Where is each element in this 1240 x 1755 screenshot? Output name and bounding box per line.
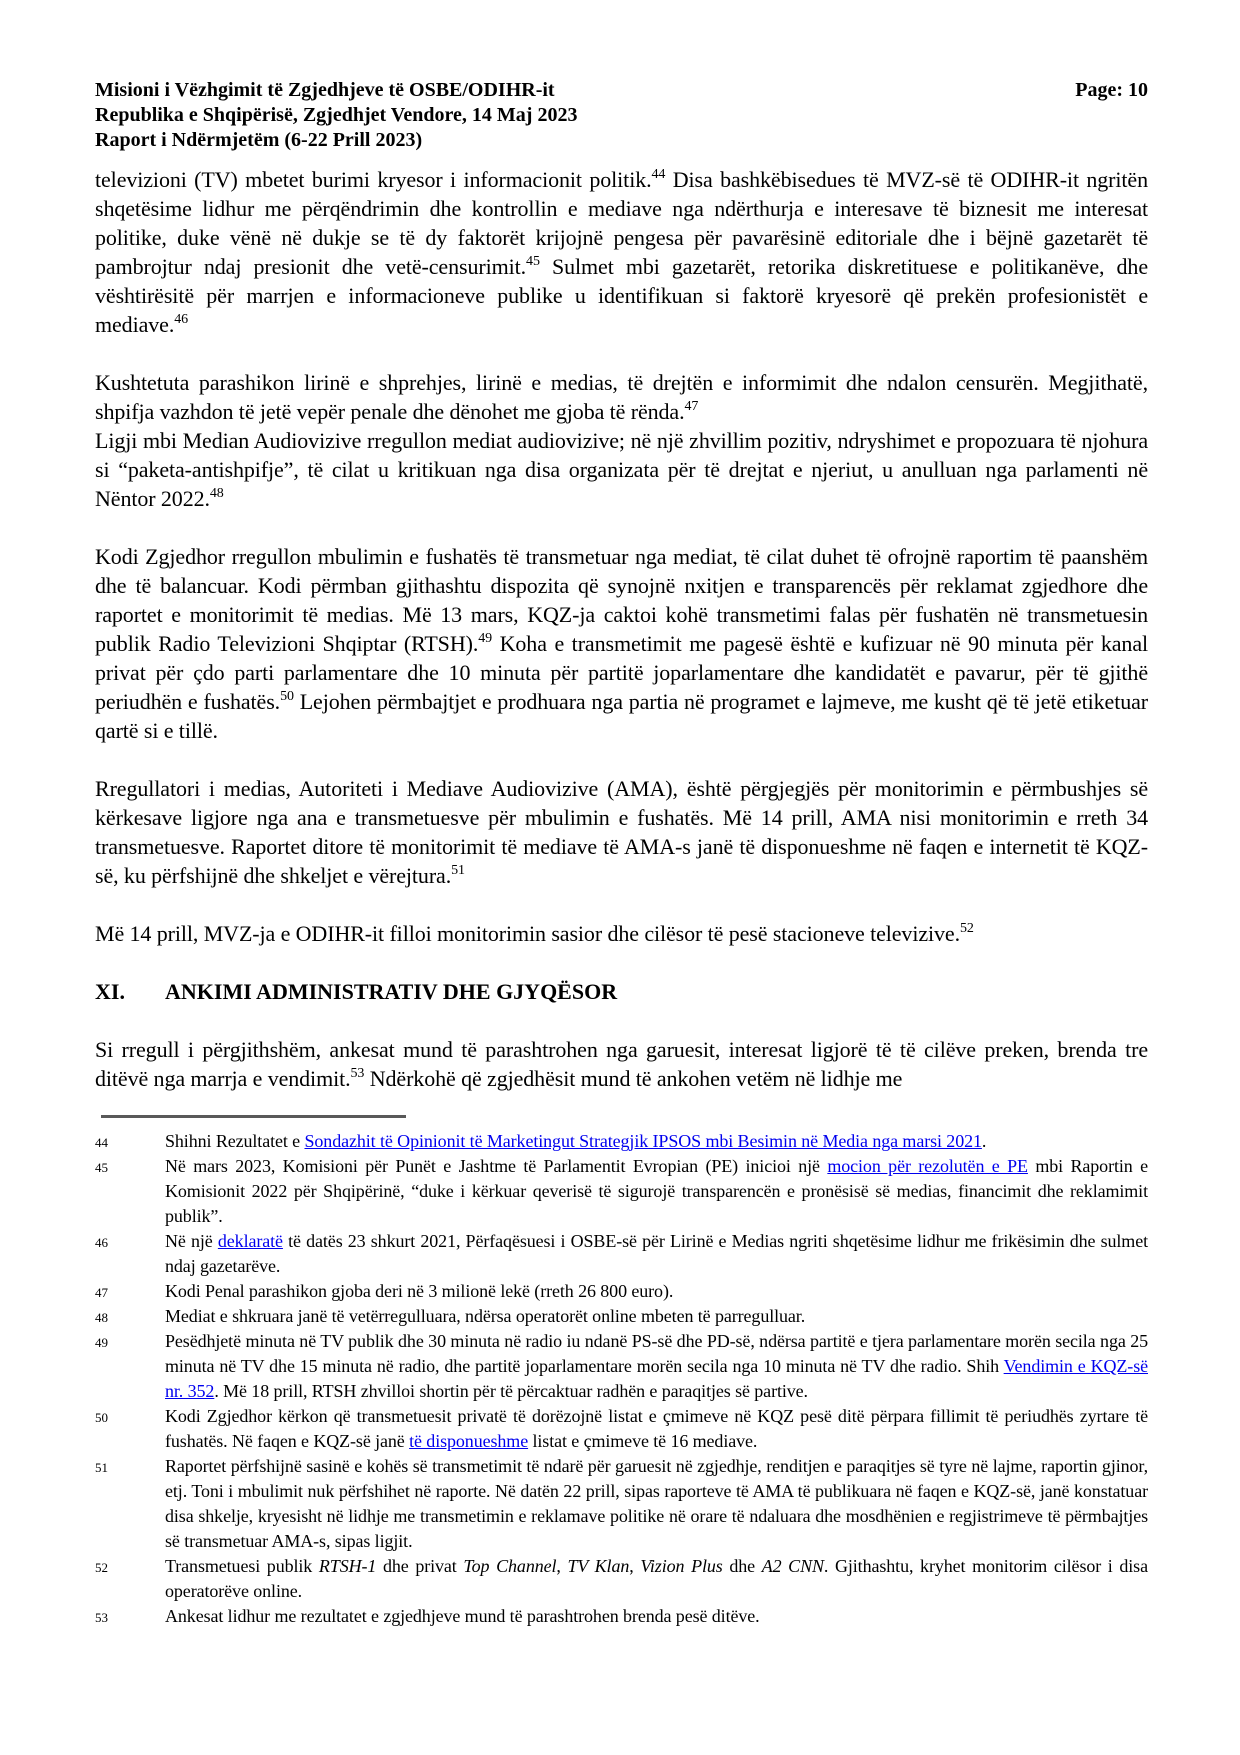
footnote-number: 50 xyxy=(95,1410,108,1425)
footnote-number: 53 xyxy=(95,1610,108,1625)
footnote-ref: 53 xyxy=(350,1065,365,1081)
footnote-number: 52 xyxy=(95,1560,108,1575)
footnote-text: Mediat e shkruara janë të vetërregulluara, ndërsa operatorët online mbeten të parregulluar. xyxy=(165,1306,806,1326)
italic-text: Vizion Plus xyxy=(640,1556,723,1576)
header-mission-title: Misioni i Vëzhgimit të Zgjedhjeve të OSBE/ODIHR-it xyxy=(95,79,555,101)
footnote-ref: 48 xyxy=(209,485,224,501)
footnote-ref: 47 xyxy=(684,398,699,414)
hyperlink[interactable]: të disponueshme xyxy=(409,1431,529,1451)
paragraph: Si rregull i përgjithshëm, ankesat mund të parashtrohen nga garuesit, interesat ligjorë të të cilëve preken, brenda tre ditëvë nga marrja e vendimit.$^{53}$ Ndërkohë që zgjedhësit mund të ankohen vetëm në lidhje me xyxy=(95,1037,1148,1091)
paragraph: Kushtetuta parashikon lirinë e shprehjes, lirinë e medias, të drejtën e informimit dhe ndalon censurën. Megjithatë, shpifja vazhdon të jetë vepër penale dhe dënohet me gjoba të rënda.$^{47}$ xyxy=(95,370,1148,424)
footnotes xyxy=(95,1129,1148,1629)
footnote xyxy=(95,1404,1148,1454)
paragraph: Më 14 prill, MVZ-ja e ODIHR-it filloi monitorimin sasior dhe cilësor të pesë stacioneve televizive.$^{52}$ xyxy=(95,920,974,946)
hyperlink[interactable]: deklaratë xyxy=(217,1231,283,1251)
footnote-ref: 45 xyxy=(526,253,540,269)
footnote-number: 51 xyxy=(95,1460,108,1475)
header-row xyxy=(95,78,1148,103)
header-page-number: Page: 10 xyxy=(1075,79,1148,101)
footnote-text: Transmetuesi publik RTSH-1 dhe privat Top Channel, TV Klan, Vizion Plus dhe A2 CNN. Gjithashtu, kryhet monitorim cilësor i disa operatorëve online. xyxy=(165,1556,1148,1601)
footnote-text: Ankesat lidhur me rezultatet e zgjedhjeve mund të parashtrohen brenda pesë ditëve. xyxy=(165,1606,760,1626)
footnote-number: 47 xyxy=(95,1285,108,1300)
footnote-number: 44 xyxy=(95,1135,108,1150)
footnote xyxy=(95,1304,1148,1329)
section-number: XI. xyxy=(95,979,125,1004)
footnote-number: 49 xyxy=(95,1335,108,1350)
footnote xyxy=(95,1229,1148,1279)
hyperlink[interactable]: Vendimin e KQZ-së nr. 352 xyxy=(165,1356,1148,1401)
header-report-title: Raport i Ndërmjetëm (6-22 Prill 2023) xyxy=(95,129,423,151)
italic-text: TV Klan xyxy=(567,1556,630,1576)
italic-text: RTSH-1 xyxy=(318,1556,377,1576)
footnote-ref: 44 xyxy=(651,166,666,182)
hyperlink[interactable]: Sondazhit të Opinionit të Marketingut Strategjik IPSOS mbi Besimin në Media nga marsi 2021 xyxy=(304,1131,982,1151)
section-heading xyxy=(95,977,1148,1006)
footnote-text: Shihni Rezultatet e Sondazhit të Opinionit të Marketingut Strategjik IPSOS mbi Besimin në Media nga marsi 2021. xyxy=(165,1131,987,1151)
footnote-ref: 51 xyxy=(451,862,465,878)
footnote-number: 46 xyxy=(95,1235,108,1250)
footnote xyxy=(95,1154,1148,1229)
footnote-text: Në mars 2023, Komisioni për Punët e Jashtme të Parlamentit Evropian (PE) inicioi një mocion për rezolutën e PE mbi Raportin e Komisionit 2022 për Shqipërinë, “duke i kërkuar qeverisë të sigurojë transparencën e pronësisë së medias, financimit dhe reklamimit publik”. xyxy=(165,1156,1149,1226)
footnote-text: Në një deklaratë të datës 23 shkurt 2021, Përfaqësuesi i OSBE-së për Lirinë e Medias ngriti shqetësime lidhur me frikësimin dhe sulmet ndaj gazetarëve. xyxy=(165,1231,1149,1276)
paragraph: televizioni (TV) mbetet burimi kryesor i informacionit politik.$^{44}$ Disa bashkëbisedues të MVZ-së të ODIHR-it ngritën shqetësime lidhur me përqëndrimin dhe kontrollin e mediave nga ndërthurja e interesave të biznesit me interesat politike, duke vënë në dukje se të dy faktorët krijojnë pengesa për pavarësinë editoriale dhe i bëjnë gazetarët të pambrojtur ndaj presionit dhe vetë-censurimit.$^{45}$ Sulmet mbi gazetarët, retorika diskretituese e politikanëve, dhe vështirësitë për marrjen e informacioneve publike u identifikuan si faktorë kryesorë që prekën profesionistët e mediave.$^{46}$ xyxy=(95,166,1148,337)
paragraph: Rregullatori i medias, Autoriteti i Mediave Audiovizive (AMA), është përgjegjës për monitorimin e përmbushjes së kërkesave ligjore nga ana e transmetuesve për mbulimin e fushatës. Më 14 prill, AMA nisi monitorimin e rreth 34 transmetuesve. Raportet ditore të monitorimit të mediave të AMA-s janë të disponueshme në faqen e internetit të KQZ-së, ku përfshijnë dhe shkeljet e vërejtura.$^{51}$ xyxy=(95,776,1148,888)
page-header xyxy=(95,78,1148,153)
footnote xyxy=(95,1554,1148,1604)
footnote-separator xyxy=(101,1115,406,1118)
footnote-text: Pesëdhjetë minuta në TV publik dhe 30 minuta në radio iu ndanë PS-së dhe PD-së, ndërsa partitë e tjera parlamentare morën secila nga 25 minuta në TV dhe 15 minuta në radio, dhe partitë joparlamentare morën secila nga 10 minuta në TV dhe radio. Shih Vendimin e KQZ-së nr. 352. Më 18 prill, RTSH zhvilloi shortin për të përcaktuar radhën e paraqitjes së partive. xyxy=(165,1331,1148,1401)
footnote xyxy=(95,1604,1148,1629)
body-text xyxy=(95,165,1148,1093)
footnote-number: 45 xyxy=(95,1160,108,1175)
footnote xyxy=(95,1454,1148,1554)
italic-text: A2 CNN xyxy=(761,1556,824,1576)
footnote xyxy=(95,1129,1148,1154)
hyperlink[interactable]: mocion për rezolutën e PE xyxy=(827,1156,1028,1176)
footnote-number: 48 xyxy=(95,1310,108,1325)
paragraph: Ligji mbi Median Audiovizive rregullon mediat audiovizive; në një zhvillim pozitiv, ndryshimet e propozuara të njohura si “paketa-antishpifje”, të cilat u kritikuan nga disa organizata për të drejtat e njeriut, u anulluan nga parlamenti në Nëntor 2022.48 xyxy=(95,428,1148,511)
paragraph: Kodi Zgjedhor rregullon mbulimin e fushatës të transmetuar nga mediat, të cilat duhet të ofrojnë raportim të paanshëm dhe të balancuar. Kodi përmban gjithashtu dispozita që synojnë nxitjen e transparencës për reklamat zgjedhore dhe raportet e monitorimit të medias. Më 13 mars, KQZ-ja caktoi kohë transmetimi falas për fushatën në transmetuesin publik Radio Televizioni Shqiptar (RTSH).$^{49}$ Koha e transmetimit me pagesë është e kufizuar në 90 minuta për kanal privat për çdo parti parlamentare dhe 10 minuta për partitë joparlamentare dhe kandidatët e pavarur, për të gjithë periudhën e fushatës.$^{50}$ Lejohen përmbajtjet e prodhuara nga partia në programet e lajmeve, me kusht që të jetë etiketuar qartë si e tillë. xyxy=(95,544,1148,743)
header-election-title: Republika e Shqipërisë, Zgjedhjet Vendore, 14 Maj 2023 xyxy=(95,104,578,126)
footnote-ref: 52 xyxy=(960,920,974,936)
footnote-text: Raportet përfshijnë sasinë e kohës së transmetimit të ndarë për garuesit në zgjedhje, renditjen e paraqitjes së tyre në lajme, raportin gjinor, etj. Toni i mbulimit nuk përfshihet në raporte. Në datën 22 prill, sipas raporteve të AMA të publikuara në faqen e KQZ-së, janë konstatuar disa shkelje, kryesisht në lidhje me transmetimin e reklamave politike në orare të ndaluara dhe mosdhënien e regjistrimeve të përmbajtjes së transmetuar AMA-s, sipas ligjit. xyxy=(165,1456,1148,1551)
footnote-ref: 49 xyxy=(478,630,493,646)
footnote-text: Kodi Zgjedhor kërkon që transmetuesit privatë të dorëzojnë listat e çmimeve në KQZ pesë ditë përpara fillimit të periudhës zyrtare të fushatës. Në faqen e KQZ-së janë të disponueshme listat e çmimeve të 16 mediave. xyxy=(165,1406,1148,1451)
footnote xyxy=(95,1329,1148,1404)
footnote-text: Kodi Penal parashikon gjoba deri në 3 milionë lekë (rreth 26 800 euro). xyxy=(165,1281,674,1301)
footnote xyxy=(95,1279,1148,1304)
footnote-ref: 50 xyxy=(280,688,294,704)
footnote-ref: 46 xyxy=(174,311,189,327)
section-title: ANKIMI ADMINISTRATIV DHE GJYQËSOR xyxy=(165,979,618,1004)
italic-text: Top Channel xyxy=(463,1556,557,1576)
